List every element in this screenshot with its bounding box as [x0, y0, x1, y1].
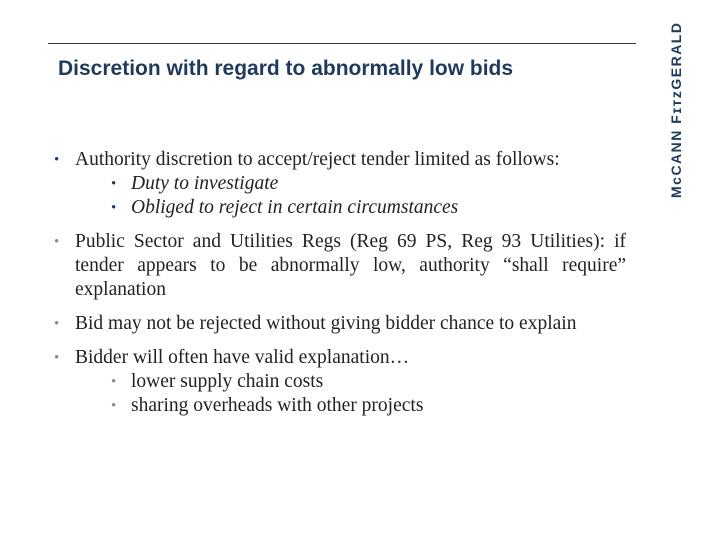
title-divider — [48, 43, 636, 44]
bullet-text: Authority discretion to accept/reject tender limited as follows: — [75, 149, 560, 170]
sub-bullet-text: Duty to investigate — [131, 173, 279, 194]
bullet-icon: • — [111, 200, 117, 216]
sub-bullet-item — [75, 172, 626, 196]
sub-bullet-text: sharing overheads with other projects — [131, 395, 424, 416]
slide-title: Discretion with regard to abnormally low bids — [58, 57, 514, 80]
bullet-icon: • — [111, 374, 117, 390]
bullet-text: Bid may not be rejected without giving bidder chance to explain — [75, 313, 577, 334]
mccann-fitzgerald-logo: MᴄCANN FɪᴛᴢGERALD — [668, 21, 684, 198]
bullet-icon: • — [54, 316, 60, 332]
bullet-list — [54, 148, 626, 428]
bullet-item — [54, 230, 626, 302]
bullet-item — [54, 312, 626, 336]
sub-bullet-item — [75, 196, 626, 220]
bullet-item — [54, 346, 626, 418]
sub-bullet-text: Obliged to reject in certain circumstances — [131, 197, 459, 218]
bullet-icon: • — [54, 234, 60, 250]
bullet-item — [54, 148, 626, 220]
sub-bullet-text: lower supply chain costs — [131, 371, 324, 392]
bullet-text: Bidder will often have valid explanation… — [75, 347, 410, 368]
sub-bullet-item — [75, 394, 626, 418]
bullet-icon: • — [111, 398, 117, 414]
bullet-icon: • — [111, 176, 117, 192]
sub-bullet-item — [75, 370, 626, 394]
bullet-icon: • — [54, 350, 60, 366]
bullet-text: Public Sector and Utilities Regs (Reg 69 PS, Reg 93 Utilities): if tender appears to be abnormally low, authority “shall require” explanation — [75, 231, 626, 300]
bullet-icon: • — [54, 152, 60, 168]
